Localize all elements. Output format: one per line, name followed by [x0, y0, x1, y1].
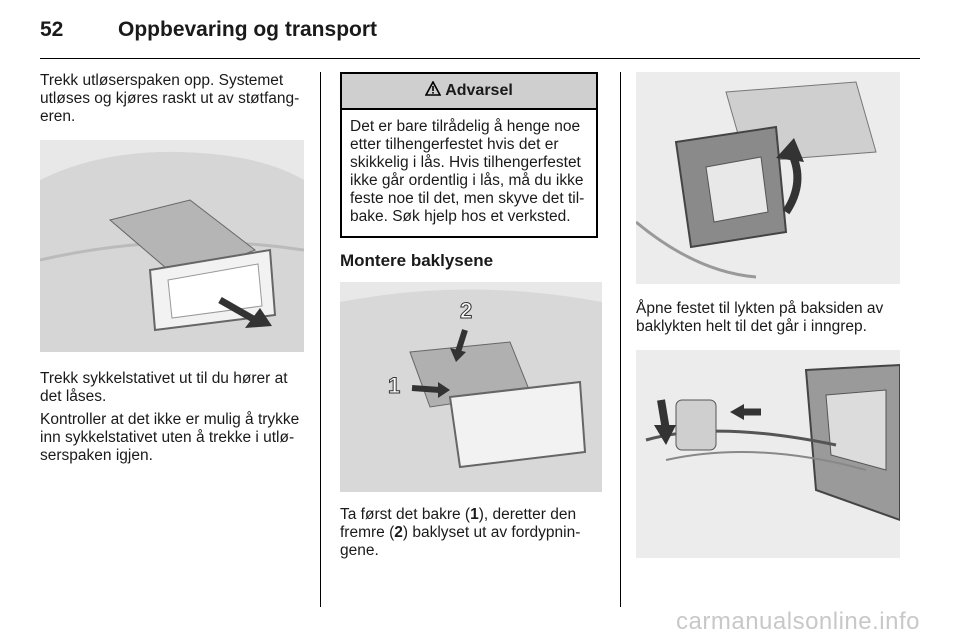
warning-triangle-icon: [425, 81, 441, 101]
column-1: [40, 72, 308, 470]
caption-remove-lights: Ta først det bakre (1), deretter den fremre (2) baklyset ut av fordypningene.: [340, 506, 581, 559]
illustration-remove-rear-lights: [340, 282, 602, 492]
illustration-trailer-hitch-mount: [636, 72, 900, 284]
warning-header: [342, 74, 596, 110]
column-3: [636, 72, 902, 558]
callout-1: 1: [388, 373, 401, 398]
warning-box: [340, 72, 598, 238]
paragraph-check-locked: Kontroller at det ikke er mulig å trykke inn sykkelstativet uten å trekke i utløserspaken igjen.: [40, 411, 300, 464]
header-divider: [40, 58, 920, 59]
paragraph-release-lever: Trekk utløserspaken opp. Systemet utløses og kjøres raskt ut av støtfangeren.: [40, 72, 300, 125]
watermark: carmanualsonline.info: [676, 608, 920, 635]
warning-title: Advarsel: [445, 82, 513, 99]
paragraph-open-mount: Åpne festet til lykten på baksiden av baklykten helt til det går i inngrep.: [636, 300, 884, 335]
column-divider-1: [320, 72, 321, 607]
column-2: [340, 72, 602, 565]
page-header: [40, 18, 377, 48]
paragraph-pull-out: Trekk sykkelstativet ut til du hører at det låses.: [40, 370, 288, 405]
column-divider-2: [620, 72, 621, 607]
page-number: 52: [40, 18, 64, 41]
illustration-light-bracket: [636, 350, 900, 558]
warning-text: Det er bare tilrådelig å henge noe etter tilhengerfestet hvis det er skikkelig i lås. Hvis tilhengerfestet ikke går ordentlig i lås, må du ikke feste noe til det, men skyve det tilbake. Søk hjelp hos et verksted.: [350, 118, 585, 225]
section-heading: Montere baklysene: [340, 251, 494, 270]
illustration-bike-carrier-release: [40, 140, 304, 352]
callout-2: 2: [460, 298, 473, 323]
page-title: Oppbevaring og transport: [118, 18, 378, 41]
